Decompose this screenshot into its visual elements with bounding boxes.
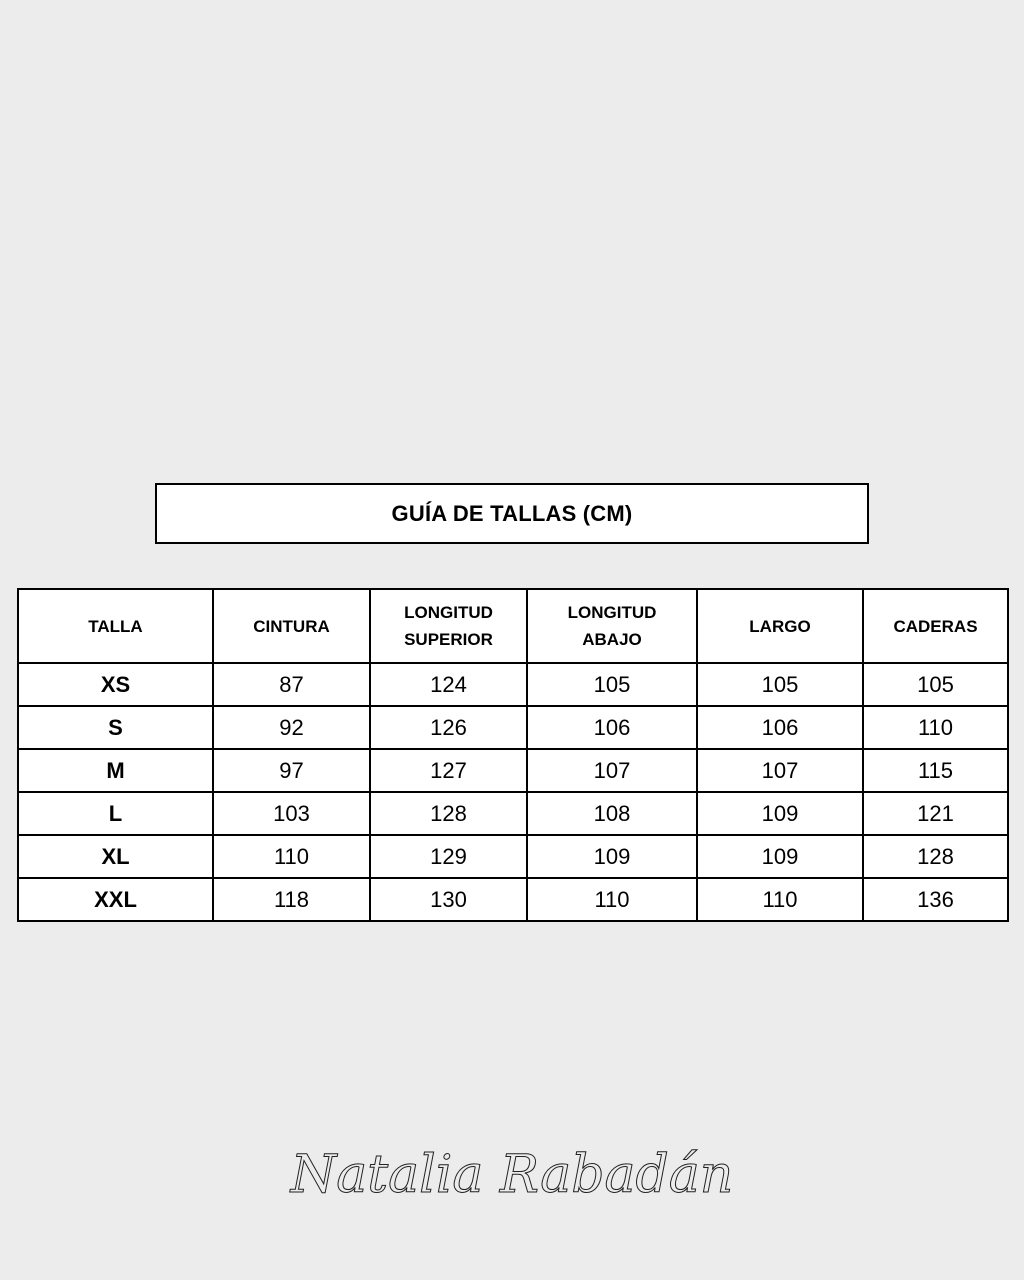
- table-cell: 126: [370, 706, 527, 749]
- header-longitud-abajo: LONGITUD ABAJO: [527, 589, 697, 663]
- header-caderas: CADERAS: [863, 589, 1008, 663]
- header-largo: LARGO: [697, 589, 863, 663]
- table-cell: 110: [697, 878, 863, 921]
- table-cell: 109: [527, 835, 697, 878]
- table-cell: 106: [527, 706, 697, 749]
- table-cell: 105: [527, 663, 697, 706]
- table-cell: 105: [697, 663, 863, 706]
- size-cell: M: [18, 749, 213, 792]
- table-cell: 130: [370, 878, 527, 921]
- size-cell: XS: [18, 663, 213, 706]
- size-guide-title-box: [155, 483, 869, 544]
- table-cell: 136: [863, 878, 1008, 921]
- table-cell: 103: [213, 792, 370, 835]
- table-cell: 110: [213, 835, 370, 878]
- table-cell: 106: [697, 706, 863, 749]
- size-guide-title: GUÍA DE TALLAS (CM): [391, 500, 633, 526]
- table-cell: 109: [697, 792, 863, 835]
- table-cell: 87: [213, 663, 370, 706]
- table-cell: 127: [370, 749, 527, 792]
- table-cell: 129: [370, 835, 527, 878]
- size-cell: XXL: [18, 878, 213, 921]
- header-talla: TALLA: [18, 589, 213, 663]
- table-row: [18, 835, 1008, 878]
- table-cell: 110: [863, 706, 1008, 749]
- header-cintura: CINTURA: [213, 589, 370, 663]
- brand-signature-text: Natalia Rabadán: [290, 1145, 734, 1205]
- table-cell: 107: [527, 749, 697, 792]
- table-row: [18, 792, 1008, 835]
- size-cell: L: [18, 792, 213, 835]
- size-cell: S: [18, 706, 213, 749]
- table-cell: 109: [697, 835, 863, 878]
- table-cell: 121: [863, 792, 1008, 835]
- table-cell: 110: [527, 878, 697, 921]
- table-row: [18, 749, 1008, 792]
- table-cell: 124: [370, 663, 527, 706]
- header-longitud-superior: LONGITUD SUPERIOR: [370, 589, 527, 663]
- table-row: [18, 706, 1008, 749]
- size-cell: XL: [18, 835, 213, 878]
- table-cell: 115: [863, 749, 1008, 792]
- table-cell: 105: [863, 663, 1008, 706]
- table-cell: 128: [370, 792, 527, 835]
- table-cell: 128: [863, 835, 1008, 878]
- table-cell: 92: [213, 706, 370, 749]
- table-cell: 97: [213, 749, 370, 792]
- table-header-row: [18, 589, 1008, 663]
- brand-signature-logo: [0, 1120, 1024, 1220]
- table-row: [18, 878, 1008, 921]
- table-cell: 118: [213, 878, 370, 921]
- table-cell: 108: [527, 792, 697, 835]
- size-chart-table: [17, 588, 1009, 922]
- table-cell: 107: [697, 749, 863, 792]
- table-row: [18, 663, 1008, 706]
